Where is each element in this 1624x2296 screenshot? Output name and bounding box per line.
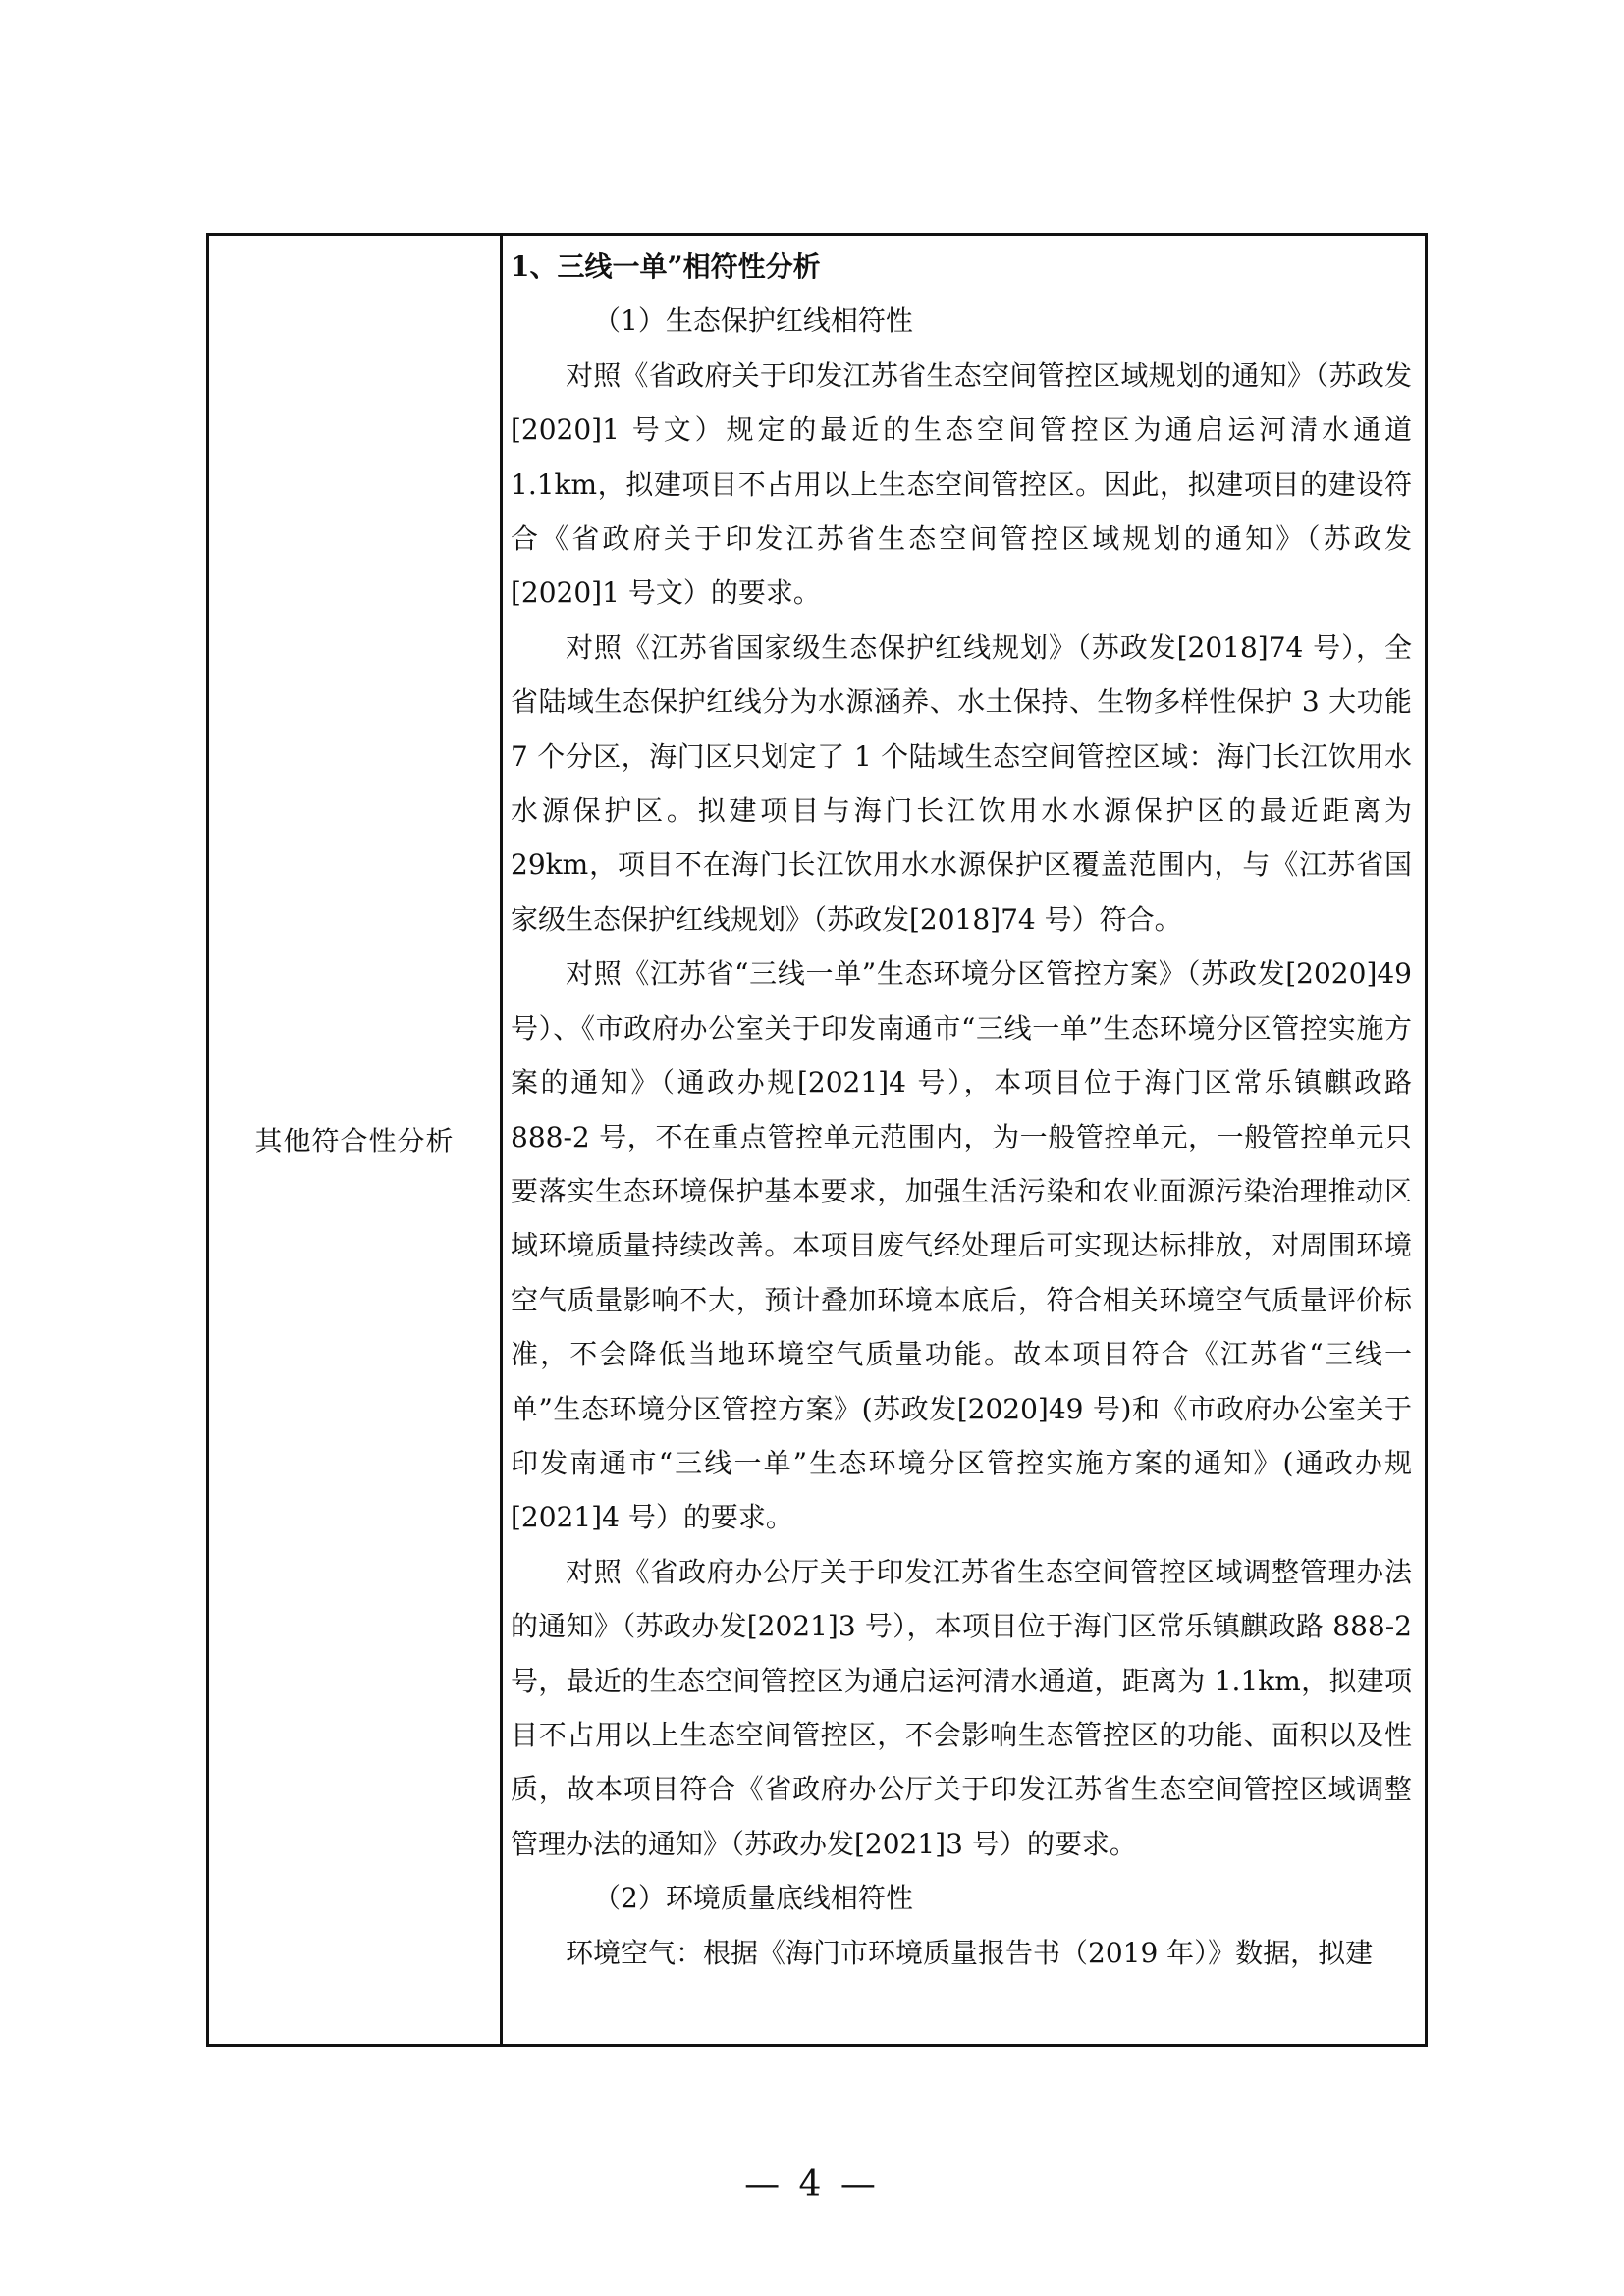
paragraph: 环境空气：根据《海门市环境质量报告书（2019 年）》数据，拟建	[566, 1936, 1374, 1969]
analysis-table	[206, 233, 1428, 2047]
paragraph: 对照《江苏省国家级生态保护红线规划》（苏政发[2018]74 号），全省陆域生态保护红线分为水源涵养、水土保持、生物多样性保护 3 大功能 7 个分区，海门区只划定了 1 个陆域生态空间管控区域：海门长江饮用水水源保护区。拟建项目与海门长江饮用水水源保护区的最近距离为 29km，项目不在海门长江饮用水水源保护区覆盖范围内，与《江苏省国家级生态保护红线规划》（苏政发[2018]74 号）符合。	[511, 630, 1412, 935]
column-divider	[500, 236, 503, 2044]
row-label: 其他符合性分析	[254, 1125, 455, 1157]
paragraph: 对照《省政府办公厅关于印发江苏省生态空间管控区域调整管理办法的通知》（苏政办发[2021]3 号），本项目位于海门区常乐镇麒政路 888-2 号，最近的生态空间管控区为通启运河清水通道，距离为 1.1km，拟建项目不占用以上生态空间管控区，不会影响生态管控区的功能、面积以及性质，故本项目符合《省政府办公厅关于印发江苏省生态空间管控区域调整管理办法的通知》（苏政办发[2021]3 号）的要求。	[511, 1555, 1412, 1860]
subsection-heading: （1）生态保护红线相符性	[593, 304, 913, 338]
subsection-heading: （2）环境质量底线相符性	[593, 1882, 913, 1915]
page-number: — 4 —	[744, 2164, 880, 2205]
paragraph: 对照《省政府关于印发江苏省生态空间管控区域规划的通知》（苏政发[2020]1 号文）规定的最近的生态空间管控区为通启运河清水通道 1.1km，拟建项目不占用以上生态空间管控区。因此，拟建项目的建设符合《省政府关于印发江苏省生态空间管控区域规划的通知》（苏政发[2020]1 号文）的要求。	[511, 358, 1412, 610]
analysis-content	[511, 240, 1412, 1980]
section-heading: 1、三线一单”相符性分析	[511, 250, 821, 283]
paragraph: 对照《江苏省“三线一单”生态环境分区管控方案》（苏政发[2020]49 号）、《市政府办公室关于印发南通市“三线一单”生态环境分区管控实施方案的通知》（通政办规[2021]4 号），本项目位于海门区常乐镇麒政路 888-2 号，不在重点管控单元范围内，为一般管控单元，一般管控单元只要落实生态环境保护基本要求，加强生活污染和农业面源污染治理推动区域环境质量持续改善。本项目废气经处理后可实现达标排放，对周围环境空气质量影响不大，预计叠加环境本底后，符合相关环境空气质量评价标准，不会降低当地环境空气质量功能。故本项目符合《江苏省“三线一单”生态环境分区管控方案》(苏政发[2020]49 号)和《市政府办公室关于印发南通市“三线一单”生态环境分区管控实施方案的通知》(通政办规[2021]4 号）的要求。	[511, 957, 1412, 1534]
